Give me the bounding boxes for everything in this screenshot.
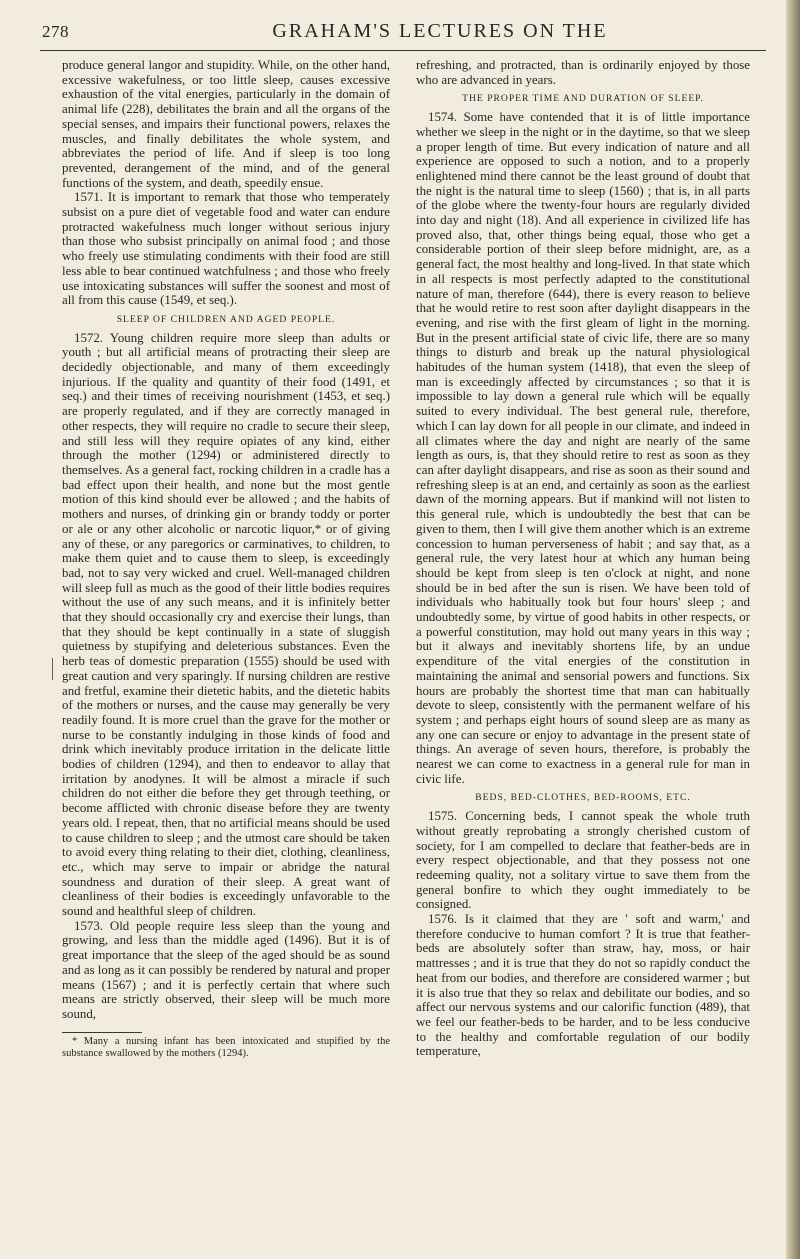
margin-mark bbox=[52, 658, 53, 680]
footnote-rule bbox=[62, 1032, 142, 1033]
paragraph-1572: 1572. Young children require more sleep than adults or youth ; but all artificial means of protracting their sleep are decidedly objectionable, and many of them exceedingly injurious. If the quality and quantity of their food (1491, et seq.) and their times of receiving nourishment (1453, et seq.) are properly regulated, and if they are correctly managed in other respects, they will require no cradle to secure their sleep, and still less will they require opiates of any kind, either through the mother (1294) or administered directly to themselves. As a general fact, rocking children in a cradle has a bad effect upon their health, and none but the most gentle motion of this kind should ever be allowed ; and the habits of mothers and nurses, of drinking gin or brandy toddy or porter or ale or any other alcoholic or narcotic liquor,* or of giving any of these, or any paregorics or carminatives, to children, to make them quiet and to cause them to sleep, is exceedingly bad, not to say very wicked and cruel. Well-managed children will sleep full as much as the good of their little bodies requires without the use of any such means, and it is infinitely better that they should occasionally cry and exercise their lungs, than that they should be kept continually in a state of sluggish quietness by stupifying and deleterious substances. Even the herb teas of domestic preparation (1555) should be used with great caution and very sparingly. If nursing children are restive and fretful, examine their dietetic habits, and the dietetic habits of the mothers or nurses, and the cause may generally be very readily found. It is more cruel than the grave for the mother or nurse to be constantly indulging in those kinds of food and drink which inevitably produce irritation in the delicate little bodies of children (1294), and then to endeavor to allay that irritation by anodynes. It will be almost a miracle if such children do not either die before they get through teething, or become afflicted with chronic disease before they are twenty years old. I repeat, then, that no artificial means should be used to cause children to sleep ; and the utmost care should be taken to avoid every thing relating to their diet, clothing, cleanliness, etc., which may serve to impair or abridge the natural soundness and duration of their sleep. A great want of cleanliness of their bodies is exceedingly unfavorable to the sound and healthful sleep of children. bbox=[62, 330, 390, 919]
section-heading-children: SLEEP OF CHILDREN AND AGED PEOPLE. bbox=[116, 313, 336, 325]
paragraph: produce general langor and stupidity. While, on the other hand, excessive wakefulness, or too little sleep, causes excessive exhaustion of the vital energies, particularly in the domain of animal life (228), debilitates the brain and all the organs of the special senses, and impairs their functional powers, relaxes the muscles, and finally debilitates the whole system, and abbreviates the period of life. And if sleep is too long prevented, derangement of the mind, and of the general functions of the system, and death, speedily ensue. bbox=[62, 58, 390, 190]
paragraph-1575: 1575. Concerning beds, I cannot speak the whole truth without greatly reprobating a strongly cherished custom of society, for I am compelled to declare that feather-beds are in every respect objectionable, and that they possess not one redeeming quality, not a solitary virtue to save them from the general bonfire to which they ought immediately to be consigned. bbox=[416, 809, 750, 912]
section-heading-beds: BEDS, BED-CLOTHES, BED-ROOMS, ETC. bbox=[475, 792, 691, 804]
paragraph-1574: 1574. Some have contended that it is of little importance whether we sleep in the night or in the daytime, so that we sleep a proper length of time. But every indication of nature and all experience are opposed to such a notion, and to a properly enlightened mind there cannot be the least ground of doubt that the night is the natural time to sleep (1560) ; that is, in all parts of the globe where the twenty-four hours are regularly divided into day and night (18). And all experience in civilized life has proved also, that, other things being equal, those who get a considerable portion of their sleep before midnight, are, as a general fact, the most healthy and long-lived. In that state which in all respects is most perfectly adapted to the constitutional nature of man, therefore (644), there is every reason to believe that he would retire to rest soon after daylight disappears in the evening, and rise with the first gleam of light in the morning. But in the present artificial state of civic life, there are so many things to disturb and break up the natural physiological habitudes of the human system (1418), that even the sleep of man is exceedingly affected by circumstances ; so that it is impossible to lay down a general rule which will be equally suited to every individual. The best general rule, therefore, which I can lay down for all people in our climate, and indeed in all climates where the day and night are nearly of the same length as ours, is, that they should retire to rest as soon as they can after daylight disappears, and rise as soon as their sound and refreshing sleep is at an end, and certainly as soon as the earliest dawn of the morning appears. But if mankind will not listen to this general rule, which is undoubtedly the best that can be given to them, then I will give them another which is an extreme concession to human perverseness of habit ; and say that, as a general rule, the very latest hour at which any human being should be kept from sleep is ten o'clock at night, and none should be in bed after the sun is risen. We have been told of individuals who habitually took but four hours' sleep ; and undoubtedly some, by virtue of good habits in other respects, or a powerful constitution, may hold out many years in this way ; but it always and inevitably shortens life, by an undue expenditure of the vital energies of the constitution in maintaining the animal and sensorial powers and functions. Six hours are probably the shortest time that man can habitually devote to sleep, consistently with the permanent welfare of his system ; and perhaps eight hours of sound sleep are as many as any one can secure or enjoy to advantage in the present state of things. An average of seven hours, therefore, is probably the nearest we can come to exactness in a general rule for man in civic life. bbox=[416, 110, 750, 786]
footnote: * Many a nursing infant has been intoxicated and stupified by the substance swallowed by the mothers (1294). bbox=[62, 1035, 390, 1059]
paragraph-1571: 1571. It is important to remark that those who temperately subsist on a pure diet of vegetable food and water can endure protracted wakefulness much longer without serious injury than those who subsist principally on animal food ; and those who freely use stimulating condiments with their food are still less able to bear continued watchfulness ; and those who freely use intoxicating substances will suffer the soonest and most of all from this cause (1549, et seq.). bbox=[62, 190, 390, 308]
page-edge bbox=[786, 0, 800, 1259]
running-head: GRAHAM'S LECTURES ON THE bbox=[272, 20, 608, 42]
paragraph: refreshing, and protracted, than is ordinarily enjoyed by those who are advanced in years. bbox=[416, 58, 750, 87]
paragraph-1573: 1573. Old people require less sleep than the young and growing, and less than the middle aged (1496). But it is of great importance that the sleep of the aged should be as sound and as long as it can possibly be rendered by natural and proper means (1567) ; and it is perfectly certain that where such means are strictly observed, their sleep will be much more sound, bbox=[62, 918, 390, 1021]
section-heading-time: THE PROPER TIME AND DURATION OF SLEEP. bbox=[462, 93, 704, 105]
header-rule bbox=[40, 50, 766, 51]
paragraph-1576: 1576. Is it claimed that they are ' soft and warm,' and therefore conducive to human comfort ? It is true that feather-beds are absolutely softer than straw, hay, moss, or hair mattresses ; and it is true that they do not so rapidly conduct the heat from our bodies, and therefore are considered warmer ; but it is also true that they so relax and debilitate our bodies, and so affect our nervous systems and our calorific function (489), that we feel our feather-beds to be harder, and to be less conducive to the healthy and comfortable regulation of our bodily temperature, bbox=[416, 912, 750, 1059]
right-column bbox=[416, 58, 750, 1059]
page-number: 278 bbox=[42, 22, 69, 41]
left-column bbox=[62, 58, 390, 1060]
